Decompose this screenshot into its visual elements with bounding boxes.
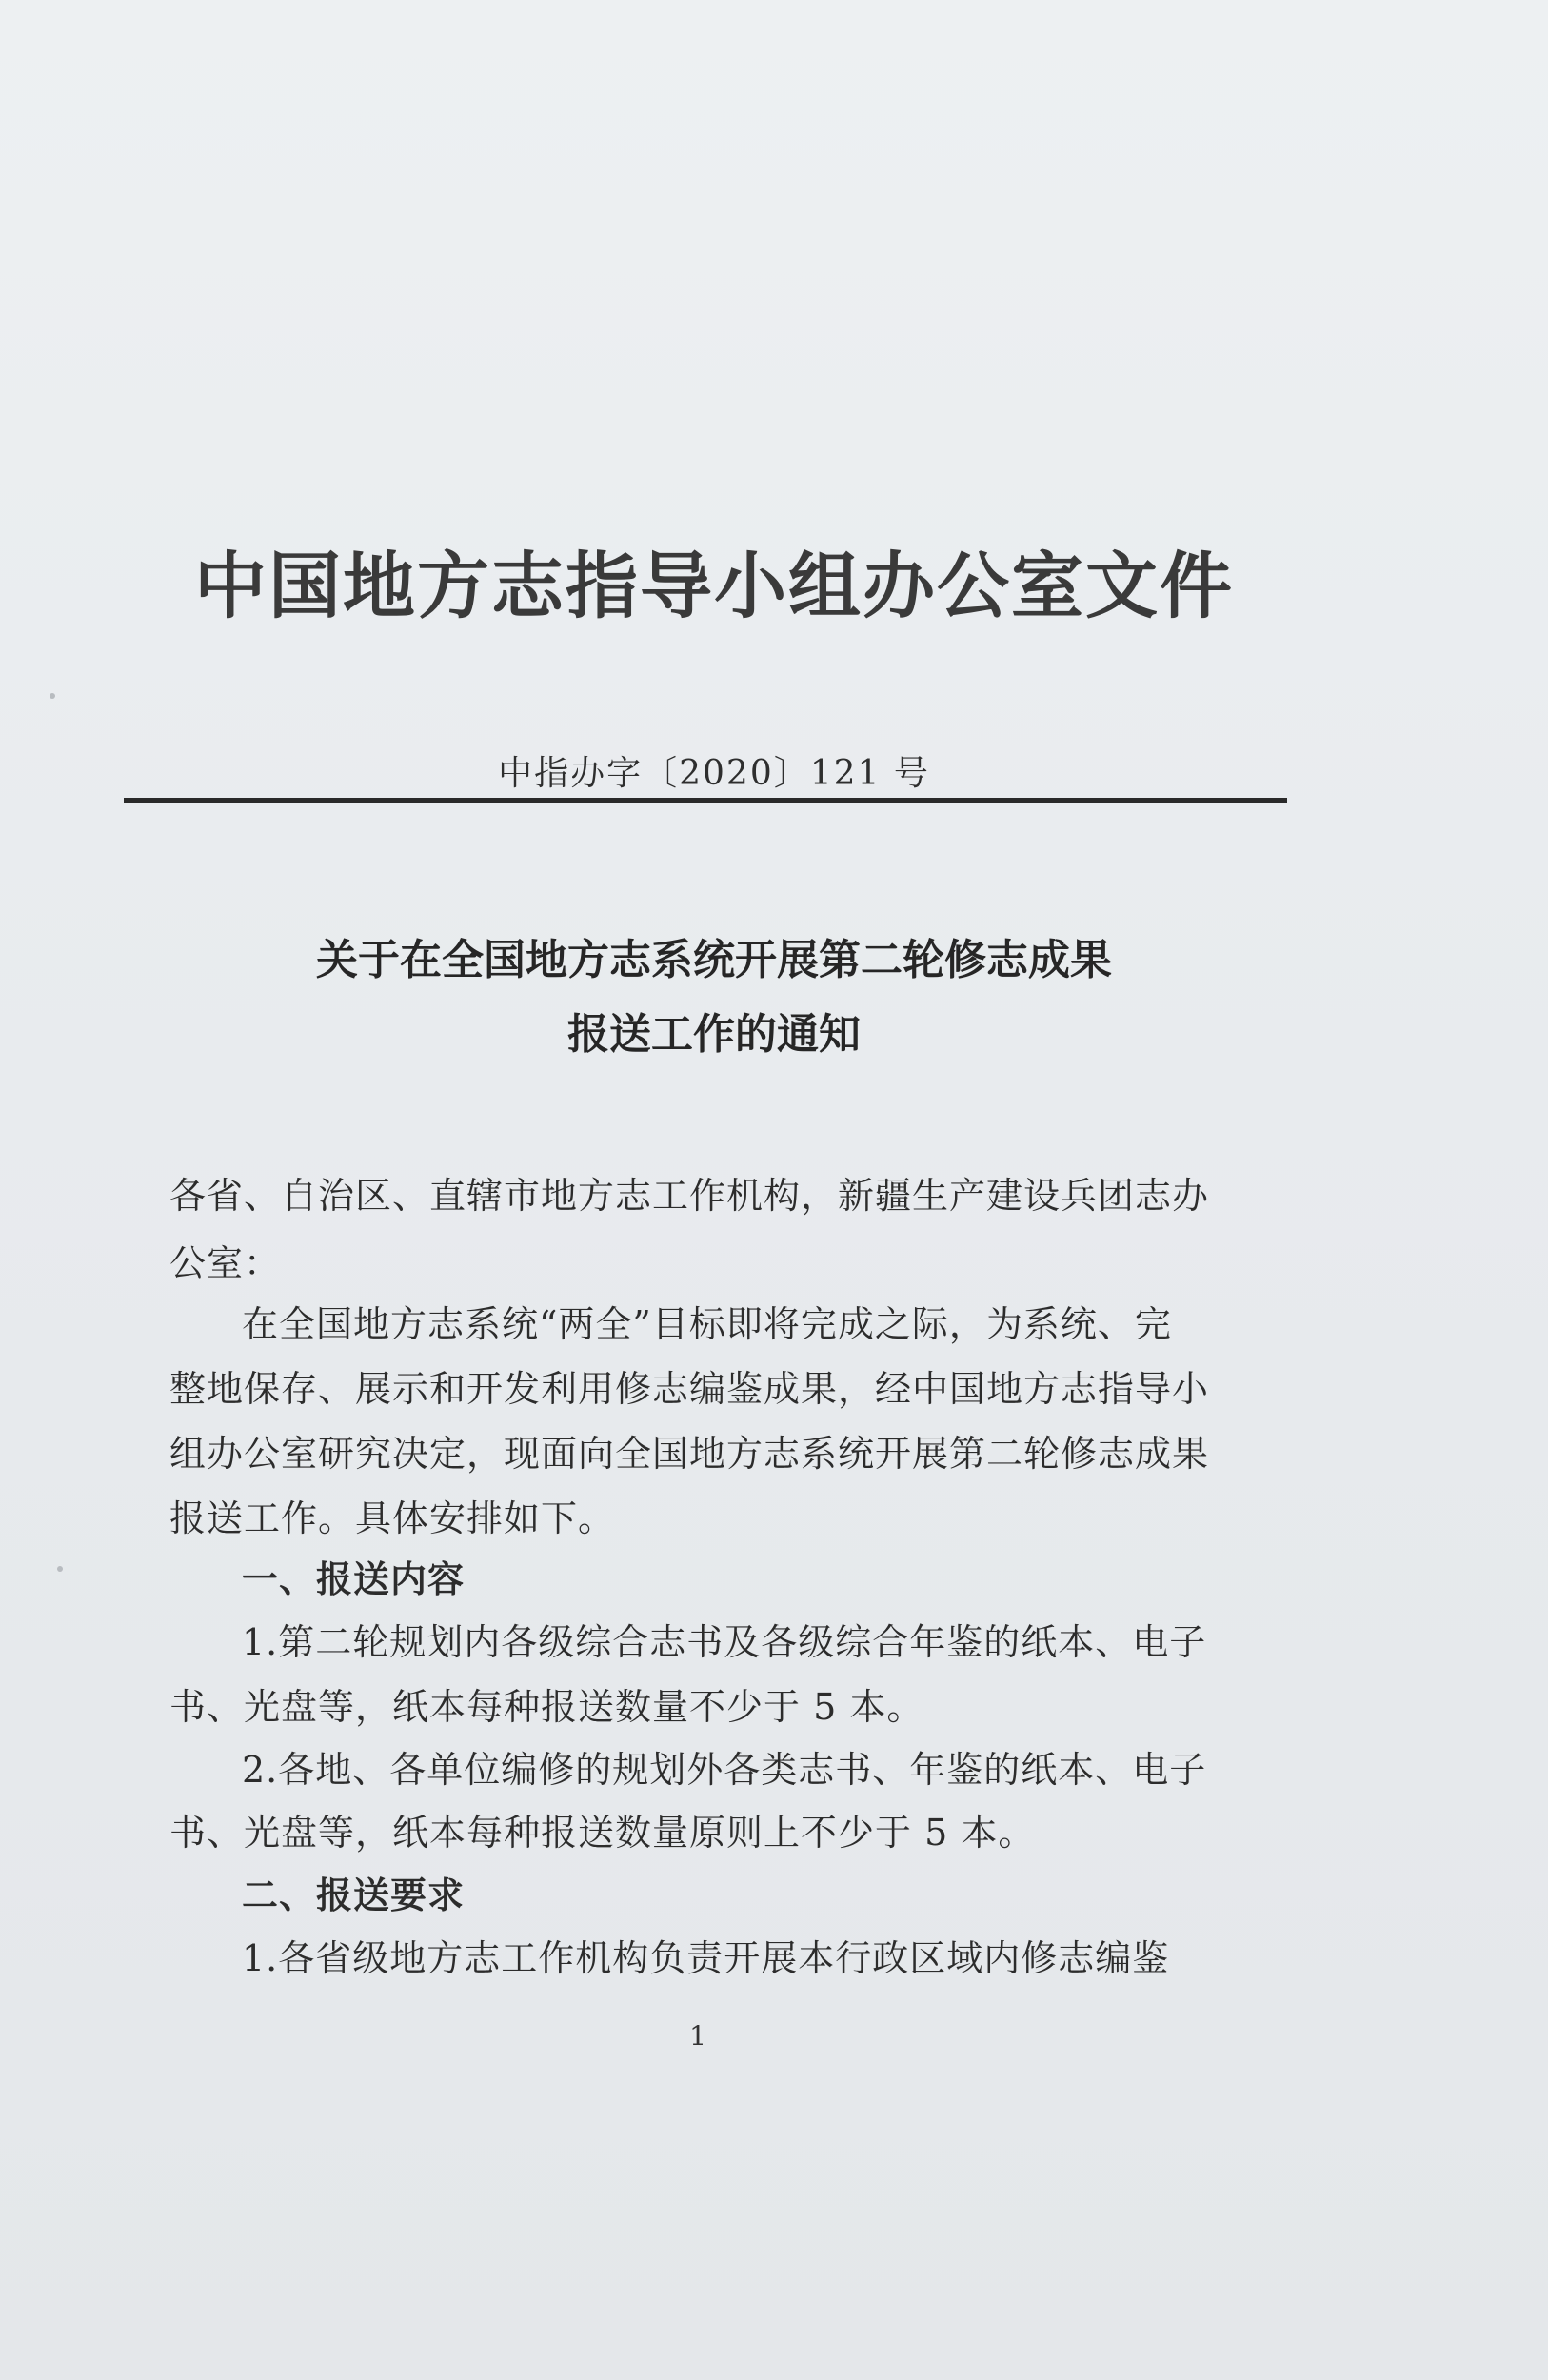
addressee-line-1: 各省、自治区、直辖市地方志工作机构，新疆生产建设兵团志办 [169,1175,1210,1217]
section-2-title: 二、报送要求 [242,1874,466,1916]
requirement-1-line-1: 1.各省级地方志工作机构负责开展本行政区域内修志编鉴 [242,1937,1170,1979]
item-2-line-2: 书、光盘等，纸本每种报送数量原则上不少于 5 本。 [169,1812,1036,1854]
subject-line-2: 报送工作的通知 [567,1010,861,1059]
intro-line-3: 组办公室研究决定，现面向全国地方志系统开展第二轮修志成果 [169,1433,1210,1475]
subject-line-1: 关于在全国地方志系统开展第二轮修志成果 [316,936,1112,984]
section-1-title: 一、报送内容 [242,1558,466,1600]
item-2-line-1: 2.各地、各单位编修的规划外各类志书、年鉴的纸本、电子 [242,1749,1207,1791]
item-1-line-2: 书、光盘等，纸本每种报送数量不少于 5 本。 [169,1686,924,1728]
document-number: 中指办字〔2020〕121 号 [498,754,930,793]
issuer-title: 中国地方志指导小组办公室文件 [194,544,1234,628]
paper-speck [57,1566,63,1572]
header-divider [124,798,1287,803]
intro-line-4: 报送工作。具体安排如下。 [169,1497,616,1539]
paper-speck [50,693,55,699]
intro-line-2: 整地保存、展示和开发利用修志编鉴成果，经中国地方志指导小 [169,1368,1210,1410]
item-1-line-1: 1.第二轮规划内各级综合志书及各级综合年鉴的纸本、电子 [242,1621,1207,1663]
intro-line-1: 在全国地方志系统“两全”目标即将完成之际，为系统、完 [242,1303,1172,1345]
addressee-line-2: 公室： [169,1242,282,1284]
page-number: 1 [689,2020,706,2052]
